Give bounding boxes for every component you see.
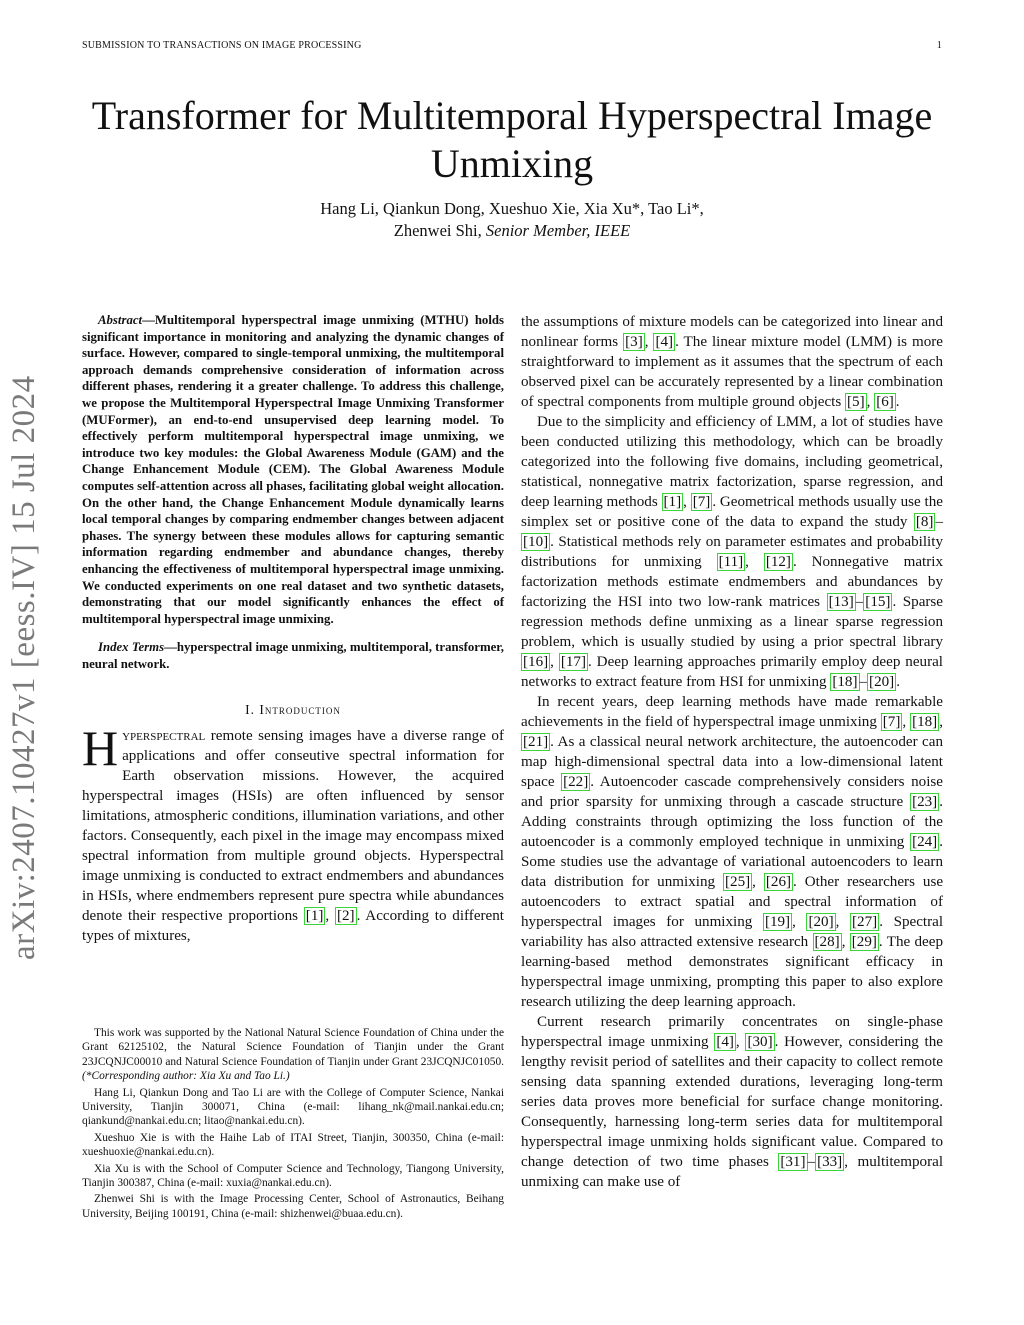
section-title: Introduction [259,702,341,718]
citation-link[interactable]: [12] [765,554,791,570]
citation-range-dash: – [807,1154,816,1170]
citation-link[interactable]: [30] [747,1034,773,1050]
footnote-affiliation: Xia Xu is with the School of Computer Science and Technology, Tiangong University, Tianjin 300387, China (e-mail: xuxia@nankai.edu.cn). [82,1162,504,1190]
body-text: . However, considering the lengthy revisit period of satellites and their capacity to collect remote sensing data spanning extended durations, leveraging long-term series data proves more beneficial for surface change monitoring. Consequently, harnessing long-term series data for multitemporal hyperspectral image unmixing holds significant value. Compared to change detection of two time phases [521,1034,943,1170]
index-terms [82,639,504,672]
citation-link[interactable]: [5] [847,394,865,410]
author-list [120,198,904,242]
citation-link[interactable]: [26] [765,874,792,890]
left-column [82,312,504,946]
page-number: 1 [936,40,942,51]
citation-link[interactable]: [20] [808,914,834,930]
index-terms-text: —hyperspectral image unmixing, multitemporal, transformer, neural network. [82,640,504,671]
body-text: . Autoencoder cascade comprehensively considers noise and prior sparsity for unmixing through a cascade structure [521,774,943,810]
citation-separator: , [735,1034,746,1050]
citation-separator: , [866,394,875,410]
running-header [82,40,942,54]
body-text: . Nonnegative matrix factorization methods estimate endmembers and abundances by factorizing the HSI into two low-rank matrices [521,554,944,610]
citation-link[interactable]: [1] [663,494,682,510]
footnote-affiliation: Zhenwei Shi is with the Image Processing Center, School of Astronautics, Beihang University, Beijing 100191, China (e-mail: shizhenwei@buaa.edu.cn). [82,1193,504,1220]
citation-link[interactable]: [3] [625,334,643,350]
footnotes [82,1026,504,1223]
citation-link[interactable]: [31] [780,1154,806,1170]
index-terms-lead: Index Terms [98,640,165,655]
citation-link[interactable]: [10] [523,534,549,550]
citation-link[interactable]: [2] [336,908,355,925]
body-paragraph [521,412,943,692]
body-text: . Other researchers use autoencoders to extract spatial and spectral information of hyperspectral images for unmixing [521,874,944,930]
author-role: Senior Member, IEEE [485,221,631,240]
citation-link[interactable]: [33] [817,1154,843,1170]
citation-link[interactable]: [4] [716,1034,734,1050]
citation-link[interactable]: [27] [852,914,878,930]
citation-link[interactable]: [29] [851,934,877,950]
section-heading [82,700,504,720]
citation-link[interactable]: [1] [305,908,324,925]
footnote-affiliation: Xueshuo Xie is with the Haihe Lab of ITAI Street, Tianjin, 300350, China (e-mail: xueshuoxie@nankai.edu.cn). [82,1131,504,1159]
citation-link[interactable]: [6] [876,394,894,410]
citation-link[interactable]: [28] [814,934,840,950]
citation-separator: , [835,914,851,930]
citation-link[interactable]: [23] [912,794,938,810]
citation-separator: , [902,714,911,730]
paper-title: Transformer for Multitemporal Hyperspectral Image Unmixing [91,93,933,186]
citation-separator: , [752,874,764,890]
abstract-lead: Abstract [98,313,143,327]
author-line-1: Hang Li, Qiankun Dong, Xueshuo Xie, Xia Xu*, Tao Li*, [320,199,704,218]
citation-link[interactable]: [18] [832,674,858,690]
body-text: . Adding constraints through optimizing the loss function of the autoencoder is a commonly employed technique in unmixing [521,794,943,850]
citation-range-dash: – [855,594,864,610]
citation-link[interactable]: [16] [523,654,549,670]
body-text: . Deep learning approaches primarily employ deep neural networks to extract feature from HSI for unmixing [521,654,943,690]
body-paragraph [521,1012,943,1192]
body-text: . Some studies use the advantage of variational autoencoders to learn data distribution for unmixing [521,834,943,890]
corresponding-author-note: (*Corresponding author: Xia Xu and Tao Li.) [82,1070,290,1083]
abstract-text: —Multitemporal hyperspectral image unmixing (MTHU) holds significant importance in monitoring and analyzing the dynamic changes of surface. However, compared to single-temporal unmixing, the multitemporal approach demands comprehensive consideration of information across different phases, rendering it a greater challenge. To address this challenge, we propose the Multitemporal Hyperspectral Image Unmixing Transformer (MUFormer), an end-to-end unsupervised deep learning model. To effectively perform multitemporal hyperspectral image unmixing, we introduce two key modules: the Global Awareness Module (GAM) and the Change Enhancement Module (CEM). The Global Awareness Module computes self-attention across all phases, facilitating global weight allocation. On the other hand, the Change Enhancement Module dynamically learns local temporal changes by comparing endmember changes between adjacent phases. The synergy between these modules allows for capturing semantic information regarding endmember and abundance changes, thereby enhancing the effectiveness of multitemporal hyperspectral image unmixing. We conducted experiments on one real dataset and two synthetic datasets, demonstrating that our model significantly enhances the effect of multitemporal hyperspectral image unmixing. [82,313,504,626]
abstract [82,312,504,627]
citation-link[interactable]: [4] [655,334,674,350]
citation-separator: , [745,554,764,570]
citation-range-dash: – [859,674,868,690]
arxiv-watermark: arXiv:2407.10427v1 [eess.IV] 15 Jul 2024 [6,375,42,960]
body-text: . Geometrical methods usually use the simplex set or positive cone of the data to expand the study [521,494,944,530]
citation-link[interactable]: [20] [869,674,895,690]
footnote-affiliation: Hang Li, Qiankun Dong and Tao Li are with the College of Computer Science, Nankai University, Tianjin 300071, China (e-mail: lihang_nk@mail.nankai.edu.cn; qiankund@nankai.edu.cn; litao@nankai.edu.cn). [82,1086,504,1128]
citation-separator: , [841,934,850,950]
citation-link[interactable]: [21] [523,734,549,750]
citation-separator: , [792,914,807,930]
author-line-2 [120,220,904,242]
intro-text: remote sensing images have a diverse range of applications and offer conseutive spectral information for Earth observation missions. However, the acquired hyperspectral images (HSIs) are often influenced by sensor limitations, atmospheric conditions, illumination variations, and other factors. Consequently, each pixel in the image may encompass mixed spectral information from multiple ground objects. Hyperspectral image unmixing is conducted to extract endmembers and abundances in HSIs, where endmembers represent pure spectra while abundances denote their respective proportions [82,728,504,925]
footnote-funding [82,1026,504,1084]
body-text: . Sparse regression methods define unmixing as a linear sparse regression problem, which is usually studied by using a prior spectral library [521,594,943,650]
body-text: . Spectral variability has also attracted extensive research [521,914,944,950]
citation-range-dash: – [935,514,943,530]
intro-paragraph [82,720,504,946]
citation-link[interactable]: [22] [563,774,589,790]
right-column [521,312,943,1192]
body-text: Due to the simplicity and efficiency of LMM, a lot of studies have been conducted utilizing this methodology, which can be broadly categorized into the following five domains, including geometrical, statistical, nonnegative matrix factorization, sparse regression, and deep learning methods [521,414,943,510]
citation-link[interactable]: [25] [725,874,751,890]
intro-text: . According to different types of mixtures, [82,908,504,945]
citation-link[interactable]: [7] [882,714,901,730]
citation-link[interactable]: [19] [764,914,791,930]
body-text: . [895,394,900,410]
citation-link[interactable]: [18] [912,714,938,730]
journal-name: SUBMISSION TO TRANSACTIONS ON IMAGE PROCESSING [82,40,362,51]
citation-separator: , [683,494,691,510]
dropcap: H [82,720,119,777]
citation-link[interactable]: [13] [828,594,854,610]
intro-smallcaps: yperspectral [122,728,206,745]
body-text: Current research primarily concentrates on single-phase hyperspectral image unmixing [521,1014,943,1050]
citation-separator: , [325,908,335,925]
citation-link[interactable]: [17] [560,654,586,670]
body-text: . The linear mixture model (LMM) is more straightforward to implement as it assumes that the spectrum of each observed pixel can be accurately represented by a linear combination of spectral components from multiple ground objects [521,334,944,410]
citation-link[interactable]: [11] [718,554,744,570]
citation-link[interactable]: [7] [692,494,711,510]
body-text: . [896,674,900,690]
citation-separator: , [550,654,559,670]
body-text: . The deep learning-based method demonstrates significant efficacy in hyperspectral image unmixing, prompting this paper to also explore research utilizing the deep learning approach. [521,934,943,1010]
body-paragraph [521,312,943,412]
author-name: Zhenwei Shi, [393,221,482,240]
citation-link[interactable]: [15] [865,594,891,610]
body-text: In recent years, deep learning methods have made remarkable achievements in the field of hyperspectral image unmixing [521,694,943,730]
body-text: the assumptions of mixture models can be categorized into linear and nonlinear forms [521,314,943,350]
body-text: . As a classical neural network architecture, the autoencoder can map high-dimensional spectral data into a low-dimensional latent space [521,734,943,790]
footnote-text: This work was supported by the National Natural Science Foundation of China under the Grant 62125102, the Natural Science Foundation of Tianjin under the Grant 23JCQNJC00010 and Natural Science Foundation of Tianjin under Grant 23JCQNJC01050. [82,1027,504,1068]
section-numeral: I. [245,702,255,718]
citation-separator: , [939,714,943,730]
body-text: , multitemporal unmixing can make use of [521,1154,944,1190]
citation-link[interactable]: [24] [912,834,938,850]
citation-link[interactable]: [8] [915,514,934,530]
citation-separator: , [644,334,654,350]
body-text: . Statistical methods rely on parameter estimates and probability distributions for unmixing [521,534,943,570]
body-paragraph [521,692,943,1012]
